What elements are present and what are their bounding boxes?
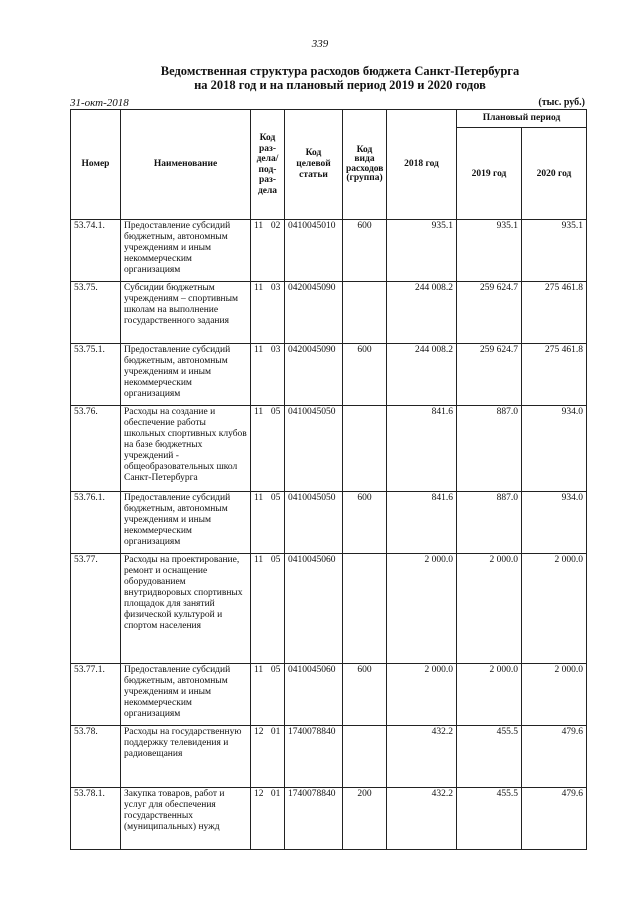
row-amount-2020: 2 000.0 [522, 664, 587, 726]
document-date: 31-окт-2018 [70, 97, 129, 109]
row-amount-2018: 432.2 [387, 726, 457, 788]
table-row [71, 344, 587, 406]
table-row [71, 788, 587, 850]
row-amount-2020: 935.1 [522, 220, 587, 282]
podrazdel-code: 01 [270, 727, 281, 737]
row-amount-2018: 841.6 [387, 492, 457, 554]
page-number: 339 [311, 38, 329, 50]
razdel-code: 12 [254, 727, 264, 737]
row-target-code: 0420045090 [285, 282, 343, 344]
header-2019: 2019 год [457, 128, 522, 220]
row-amount-2018: 244 008.2 [387, 344, 457, 406]
row-amount-2019: 887.0 [457, 406, 522, 492]
row-expense-code: 200 [343, 788, 387, 850]
row-amount-2018: 2 000.0 [387, 664, 457, 726]
podrazdel-code: 05 [270, 665, 281, 675]
row-number: 53.77. [71, 554, 121, 664]
row-number: 53.74.1. [71, 220, 121, 282]
row-target-code: 1740078840 [285, 726, 343, 788]
row-section-code [251, 788, 285, 850]
row-section-code [251, 664, 285, 726]
title-line-1: Ведомственная структура расходов бюджета Санкт-Петербурга [160, 64, 520, 78]
header-2020: 2020 год [522, 128, 587, 220]
row-section-code [251, 726, 285, 788]
row-name: Предоставление субсидий бюджетным, автономным учреждениям и иным некоммерческим организациям [121, 492, 251, 554]
row-number: 53.78.1. [71, 788, 121, 850]
row-name: Расходы на государственную поддержку телевидения и радиовещания [121, 726, 251, 788]
row-name: Расходы на создание и обеспечение работы школьных спортивных клубов на базе бюджетных учреждений - общеобразовательных школ Санкт-Петербурга [121, 406, 251, 492]
row-section-code [251, 282, 285, 344]
row-expense-code: 600 [343, 664, 387, 726]
row-name: Расходы на проектирование, ремонт и оснащение оборудованием внутридворовых спортивных площадок для занятий физической культурой и спортом населения [121, 554, 251, 664]
header-name: Наименование [121, 110, 251, 220]
row-section-code [251, 406, 285, 492]
table-row [71, 282, 587, 344]
budget-table [70, 109, 587, 850]
row-target-code: 1740078840 [285, 788, 343, 850]
row-amount-2018: 935.1 [387, 220, 457, 282]
header-target-code: Код целевой статьи [285, 110, 343, 220]
row-amount-2020: 934.0 [522, 406, 587, 492]
row-target-code: 0420045090 [285, 344, 343, 406]
header-expense-code: Код вида расходов (группа) [343, 110, 387, 220]
row-amount-2019: 2 000.0 [457, 664, 522, 726]
row-amount-2019: 259 624.7 [457, 344, 522, 406]
row-expense-code: 600 [343, 492, 387, 554]
row-name: Предоставление субсидий бюджетным, автономным учреждениям и иным некоммерческим организациям [121, 664, 251, 726]
row-expense-code [343, 726, 387, 788]
row-target-code: 0410045050 [285, 492, 343, 554]
row-number: 53.76. [71, 406, 121, 492]
row-number: 53.76.1. [71, 492, 121, 554]
table-row [71, 554, 587, 664]
document-title [40, 64, 640, 92]
row-amount-2019: 455.5 [457, 726, 522, 788]
row-amount-2019: 887.0 [457, 492, 522, 554]
row-amount-2018: 432.2 [387, 788, 457, 850]
row-expense-code [343, 554, 387, 664]
row-amount-2020: 275 461.8 [522, 344, 587, 406]
row-expense-code: 600 [343, 220, 387, 282]
podrazdel-code: 03 [270, 283, 281, 293]
podrazdel-code: 02 [270, 221, 281, 231]
row-expense-code [343, 282, 387, 344]
row-name: Закупка товаров, работ и услуг для обеспечения государственных (муниципальных) нужд [121, 788, 251, 850]
row-section-code [251, 220, 285, 282]
row-expense-code: 600 [343, 344, 387, 406]
row-amount-2019: 455.5 [457, 788, 522, 850]
podrazdel-code: 05 [270, 555, 281, 565]
table-row [71, 664, 587, 726]
row-name: Предоставление субсидий бюджетным, автономным учреждениям и иным некоммерческим организациям [121, 344, 251, 406]
row-number: 53.75.1. [71, 344, 121, 406]
row-amount-2020: 479.6 [522, 788, 587, 850]
title-line-2: на 2018 год и на плановый период 2019 и 2020 годов [194, 78, 486, 92]
row-amount-2020: 479.6 [522, 726, 587, 788]
row-target-code: 0410045060 [285, 554, 343, 664]
row-section-code [251, 344, 285, 406]
row-amount-2018: 244 008.2 [387, 282, 457, 344]
podrazdel-code: 03 [270, 345, 281, 355]
table-row [71, 220, 587, 282]
row-amount-2018: 841.6 [387, 406, 457, 492]
razdel-code: 11 [254, 665, 264, 675]
row-amount-2018: 2 000.0 [387, 554, 457, 664]
header-number: Номер [71, 110, 121, 220]
row-target-code: 0410045060 [285, 664, 343, 726]
table-row [71, 406, 587, 492]
razdel-code: 11 [254, 407, 264, 417]
header-2018: 2018 год [387, 110, 457, 220]
row-expense-code [343, 406, 387, 492]
row-section-code [251, 554, 285, 664]
row-number: 53.78. [71, 726, 121, 788]
podrazdel-code: 05 [270, 407, 281, 417]
row-amount-2020: 2 000.0 [522, 554, 587, 664]
header-planned-period: Плановый период [457, 110, 587, 128]
razdel-code: 11 [254, 345, 264, 355]
row-amount-2020: 934.0 [522, 492, 587, 554]
razdel-code: 11 [254, 493, 264, 503]
header-section-code: Код раз-дела/ под-раз-дела [251, 110, 285, 220]
row-section-code [251, 492, 285, 554]
razdel-code: 12 [254, 789, 264, 799]
razdel-code: 11 [254, 283, 264, 293]
table-body [71, 220, 587, 850]
row-name: Субсидии бюджетным учреждениям – спортивным школам на выполнение государственного задания [121, 282, 251, 344]
podrazdel-code: 01 [270, 789, 281, 799]
row-amount-2019: 935.1 [457, 220, 522, 282]
row-number: 53.75. [71, 282, 121, 344]
row-number: 53.77.1. [71, 664, 121, 726]
row-amount-2019: 259 624.7 [457, 282, 522, 344]
table-row [71, 492, 587, 554]
razdel-code: 11 [254, 555, 264, 565]
razdel-code: 11 [254, 221, 264, 231]
row-target-code: 0410045050 [285, 406, 343, 492]
row-amount-2019: 2 000.0 [457, 554, 522, 664]
podrazdel-code: 05 [270, 493, 281, 503]
table-row [71, 726, 587, 788]
row-target-code: 0410045010 [285, 220, 343, 282]
row-name: Предоставление субсидий бюджетным, автономным учреждениям и иным некоммерческим организациям [121, 220, 251, 282]
units-label: (тыс. руб.) [538, 97, 585, 108]
row-amount-2020: 275 461.8 [522, 282, 587, 344]
